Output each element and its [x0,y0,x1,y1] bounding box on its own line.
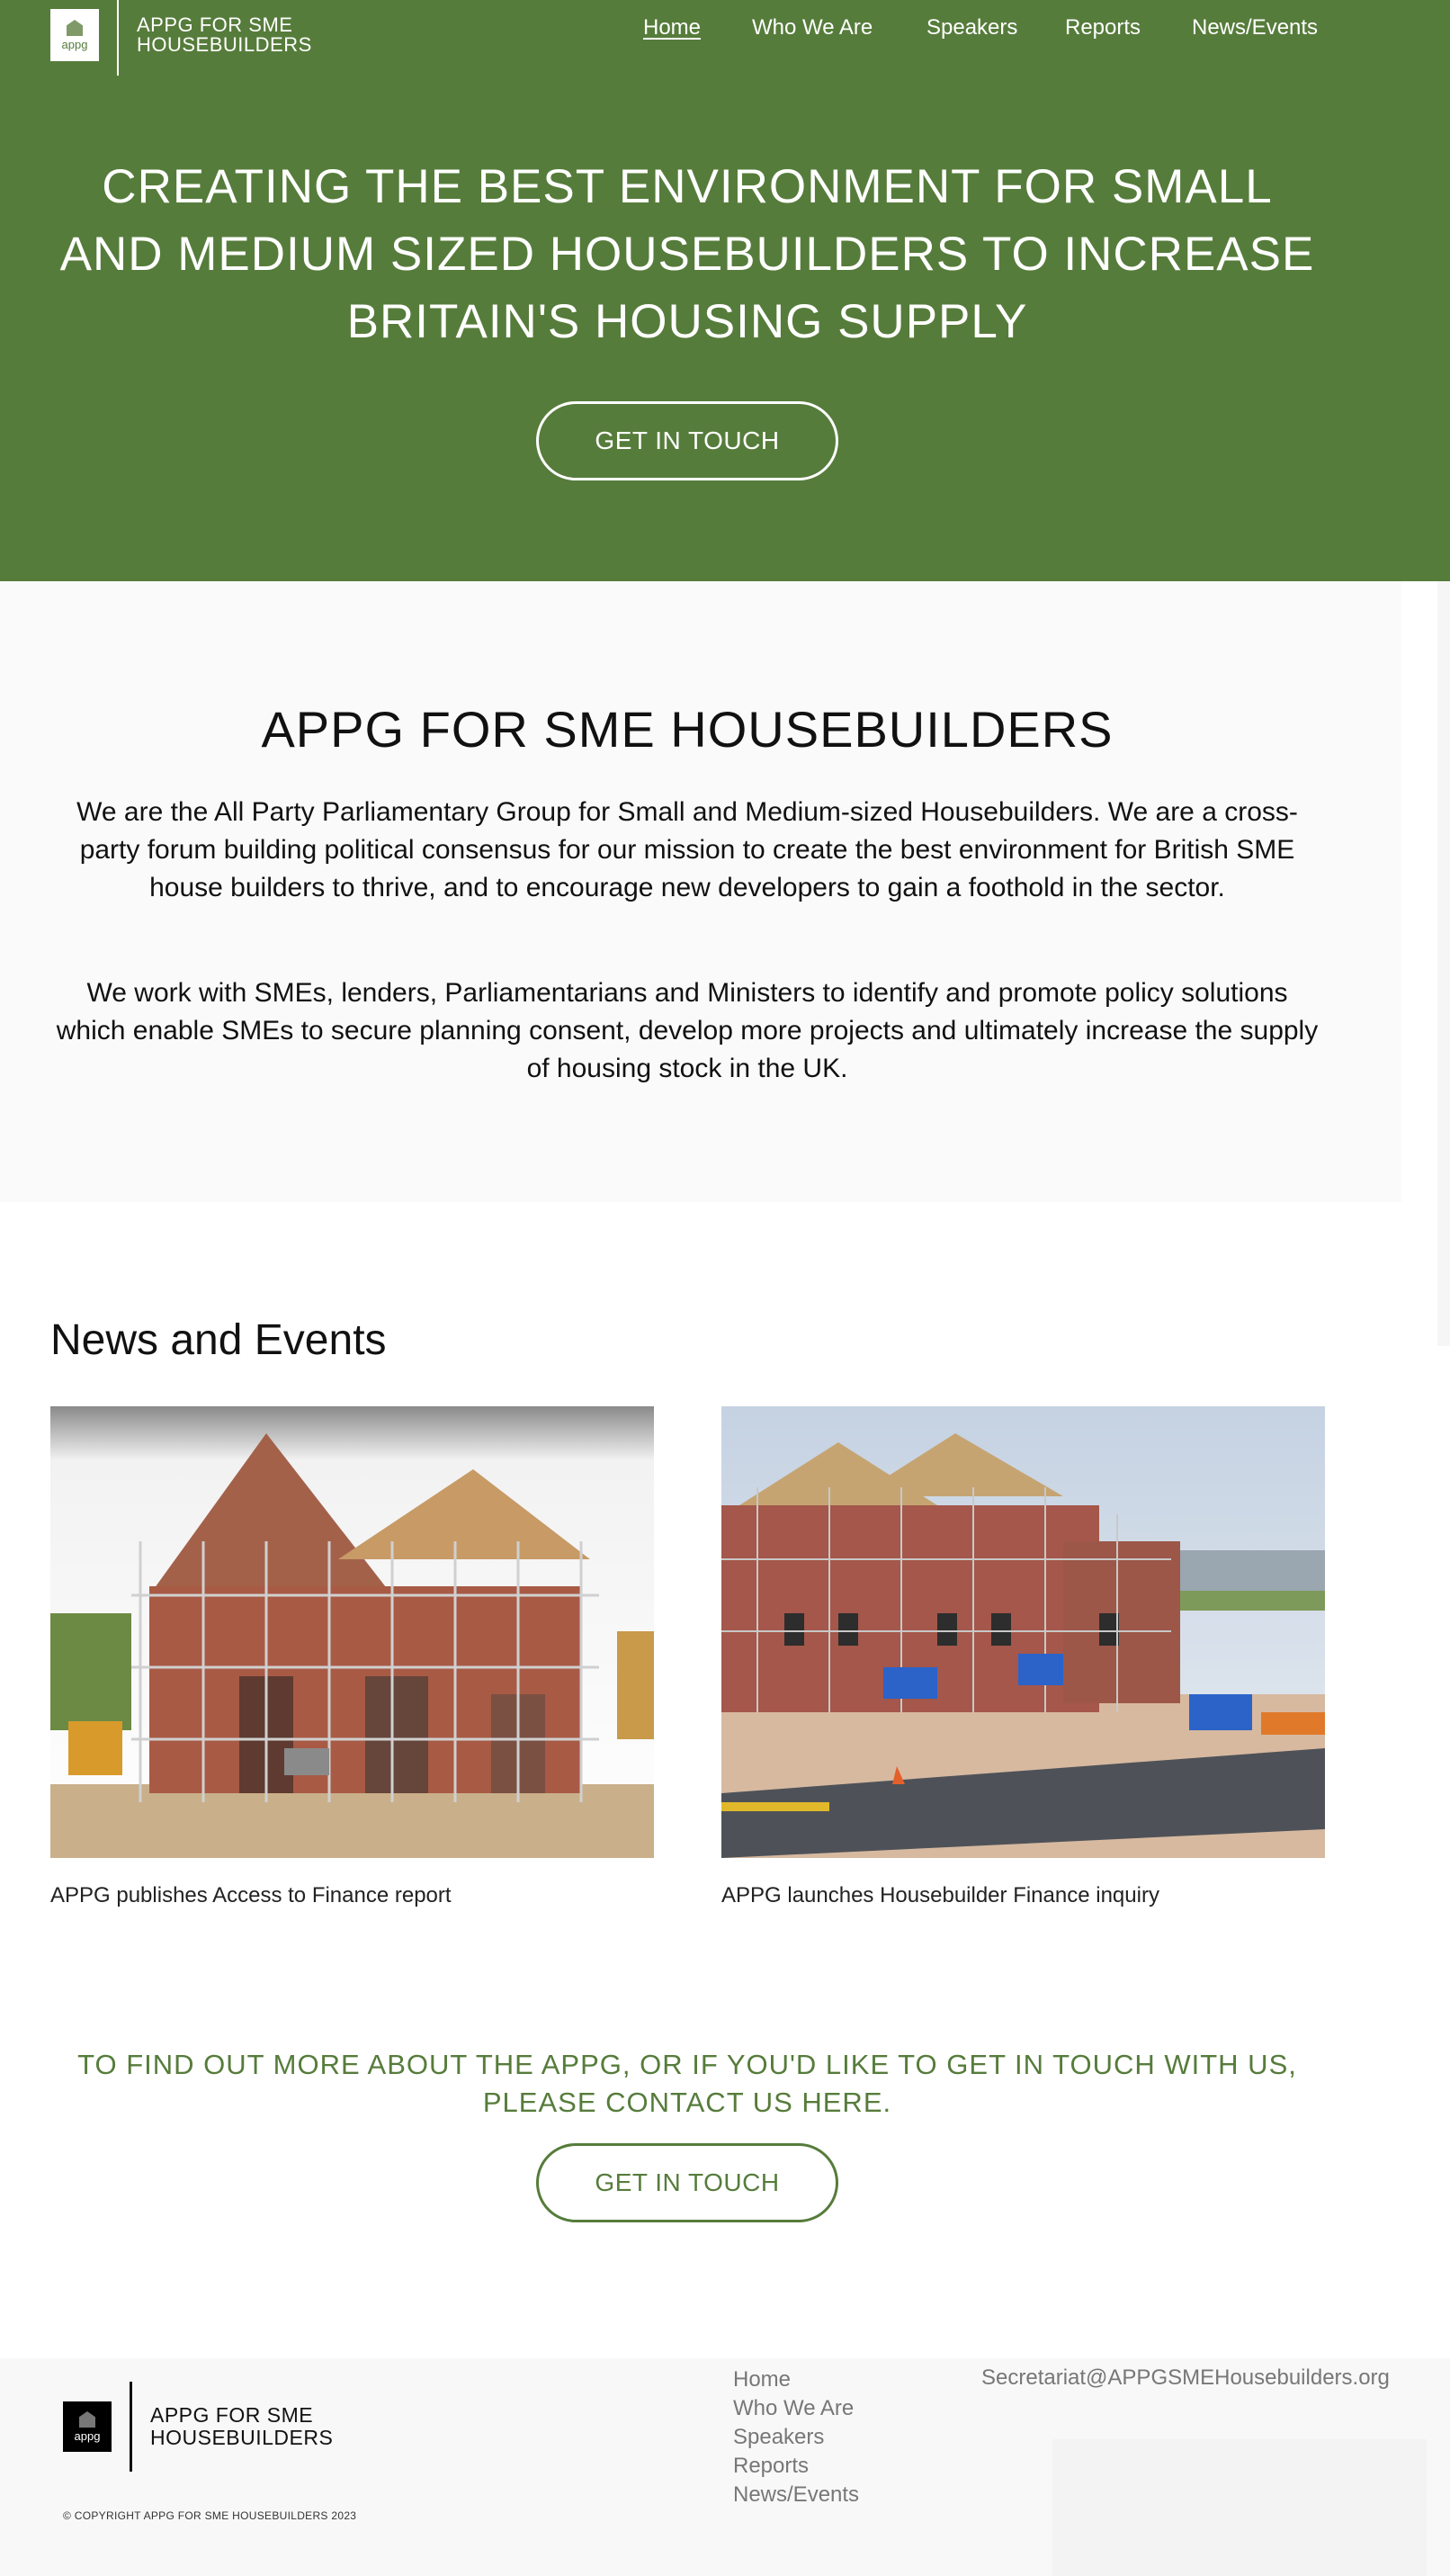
get-in-touch-button-secondary[interactable]: GET IN TOUCH [536,2143,838,2222]
logo-text: appg [61,38,88,51]
footer-brand[interactable] [63,2380,333,2473]
news-caption-1[interactable]: APPG publishes Access to Finance report [50,1883,452,1907]
about-title: APPG FOR SME HOUSEBUILDERS [261,701,1114,758]
hero-section [0,0,1450,581]
brand-name-line2: HOUSEBUILDERS [137,33,312,56]
footer-nav-home[interactable]: Home [733,2367,792,2392]
footer-email-link[interactable]: Secretariat@APPGSMEHousebuilders.org [981,2365,1390,2390]
hero-title: CREATING THE BEST ENVIRONMENT FOR SMALL AND MEDIUM SIZED HOUSEBUILDERS TO INCREASE BRITAIN'S HOUSING SUPPLY [59,160,1315,348]
footer-nav-speakers[interactable]: Speakers [733,2425,825,2449]
nav-item-reports[interactable]: Reports [1065,15,1141,40]
site-footer [0,2358,1450,2576]
about-section [0,581,1401,1202]
footer-appg-logo[interactable] [63,2401,112,2452]
news-caption-2[interactable]: APPG launches Housebuilder Finance inquiry [721,1883,1159,1907]
footer-nav-who-we-are[interactable]: Who We Are [733,2396,855,2420]
contact-prompt: TO FIND OUT MORE ABOUT THE APPG, OR IF YOU'D LIKE TO GET IN TOUCH WITH US, PLEASE CONTACT US HERE. [77,2049,1297,2118]
footer-nav [733,2365,859,2509]
news-card-2[interactable] [721,1406,1325,1908]
footer-brand-name [150,2404,333,2449]
nav-item-news-events[interactable]: News/Events [1192,15,1319,40]
news-image-housing-development[interactable] [721,1406,1325,1858]
nav-item-speakers[interactable]: Speakers [926,15,1018,40]
footer-logo-text: appg [74,2429,101,2443]
footer-brand-divider [130,2382,132,2472]
get-in-touch-button[interactable]: GET IN TOUCH [536,401,838,480]
brand-name-line1: APPG FOR SME [137,13,293,36]
about-paragraph-2: We work with SMEs, lenders, Parliamentarians and Ministers to identify and promote policy solutions which enable SMEs to secure planning consent, develop more projects and ultimately increase the supply of housing stock in the UK. [56,978,1319,1083]
nav-item-who-we-are[interactable]: Who We Are [752,15,873,40]
copyright-text: © COPYRIGHT APPG FOR SME HOUSEBUILDERS 2023 [63,2509,357,2522]
footer-nav-news-events[interactable]: News/Events [733,2482,860,2507]
footer-brand-line2: HOUSEBUILDERS [150,2426,334,2449]
footer-panel [1052,2439,1427,2576]
nav-item-home[interactable]: Home [643,15,702,40]
news-section-title: News and Events [50,1316,387,1364]
footer-nav-reports[interactable]: Reports [733,2454,810,2478]
news-card-1[interactable] [50,1406,654,1908]
about-paragraph-1: We are the All Party Parliamentary Group for Small and Medium-sized Housebuilders. We are a cross-party forum building political consensus for our mission to create the best environment for British SME house builders to thrive, and to encourage new developers to gain a foothold in the sector. [76,797,1298,902]
footer-brand-line1: APPG FOR SME [150,2403,314,2427]
page-edge-strip [1437,581,1450,1346]
news-image-house-construction[interactable] [50,1406,654,1858]
house-icon [79,2411,95,2428]
main-nav [0,15,1450,51]
